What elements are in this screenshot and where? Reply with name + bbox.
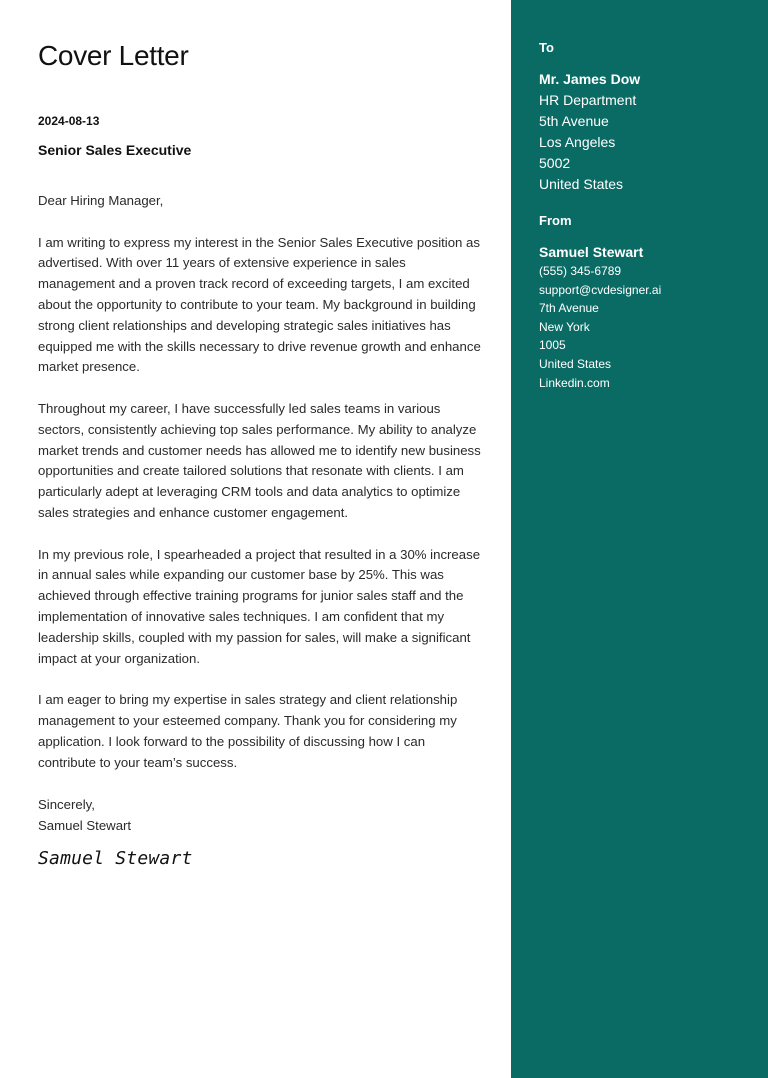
paragraph-3: In my previous role, I spearheaded a project that resulted in a 30% increase in annual sales while expanding our customer base by 25%. This was achieved through effective training programs for junior sales staff and the implementation of innovative sales techniques. I am confident that my leadership skills, coupled with my passion for sales, will make a significant impact at your organization.: [38, 546, 481, 666]
page-title: Cover Letter: [38, 40, 189, 71]
closing-phrase: Sincerely,: [38, 797, 95, 812]
recipient-department: HR Department: [539, 92, 637, 108]
recipient-street: 5th Avenue: [539, 113, 609, 129]
salutation: Dear Hiring Manager,: [38, 193, 164, 208]
sender-name: Samuel Stewart: [539, 244, 644, 260]
letter-date: 2024-08-13: [38, 114, 100, 128]
sender-city: New York: [539, 319, 590, 334]
sender-email[interactable]: support@cvdesigner.ai: [539, 282, 662, 297]
sender-phone[interactable]: (555) 345-6789: [539, 264, 622, 278]
paragraph-4: I am eager to bring my expertise in sales strategy and client relationship management to your esteemed company. Thank you for considering my application. I look forward to the possibility of discussing how I can contribute to your team’s success.: [38, 692, 458, 770]
paragraph-1: I am writing to express my interest in the Senior Sales Executive position as advertised. With over 11 years of extensive experience in sales management and a proven track record of exceeding targets, I am excited about the opportunity to contribute to your team. My background in building strong client relationships and developing strategic sales initiatives has equipped me with the skills necessary to drive revenue growth and enhance market presence.: [38, 234, 481, 375]
recipient-country: United States: [539, 176, 624, 192]
sender-block: [539, 213, 661, 392]
recipient-zip: 5002: [539, 155, 571, 171]
job-title: Senior Sales Executive: [38, 142, 192, 158]
recipient-block: [539, 40, 640, 195]
sender-website-link[interactable]: Linkedin.com: [539, 375, 610, 390]
recipient-city: Los Angeles: [539, 134, 616, 150]
closing-name: Samuel Stewart: [38, 817, 132, 833]
to-label: To: [539, 40, 554, 55]
sender-country: United States: [539, 356, 612, 371]
sender-street: 7th Avenue: [539, 301, 599, 316]
signature: Samuel Stewart: [38, 848, 193, 869]
paragraph-2: Throughout my career, I have successfully led sales teams in various sectors, consistently achieving top sales performance. My ability to analyze market trends and customer needs has allowed me to identify new business opportunities and create tailored solutions that resonate with clients. I am particularly adept at leveraging CRM tools and data analytics to optimize sales strategies and enhance customer engagement.: [38, 400, 481, 520]
contact-sidebar: [511, 0, 768, 1078]
from-label: From: [539, 213, 572, 228]
closing-block: [38, 795, 131, 837]
letter-body: [38, 191, 486, 794]
recipient-name: Mr. James Dow: [539, 71, 641, 87]
sender-zip: 1005: [539, 338, 566, 353]
